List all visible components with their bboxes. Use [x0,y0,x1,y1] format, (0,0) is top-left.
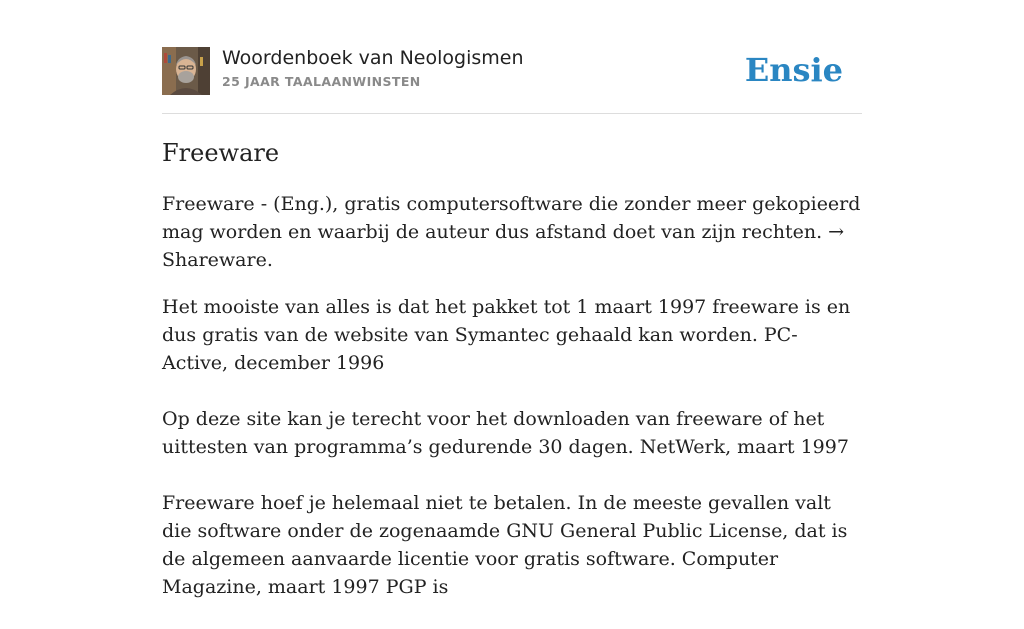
header-divider [162,113,862,114]
page [162,0,862,598]
entry-definition: Freeware - (Eng.), gratis computersoftware die zonder meer gekopieerd mag worden en waarbij de auteur dus afstand doet van zijn rechten. → Shareware. [162,193,861,271]
site-header [162,46,862,96]
site-title[interactable]: Woordenboek van Neologismen [222,47,524,69]
citation-2: Op deze site kan je terecht voor het downloaden van freeware of het uittesten van programma’s gedurende 30 dagen. NetWerk, maart 1997 [162,408,849,458]
entry-content [162,190,862,629]
author-portrait-icon[interactable] [162,47,210,95]
site-subtitle: 25 JAAR TAALAANWINSTEN [222,74,421,89]
entry-title: Freeware [162,139,280,167]
citation-3: Freeware hoef je helemaal niet te betalen. In de meeste gevallen valt die software onder de zogenaamde GNU General Public License, dat is de algemeen aanvaarde licentie voor gratis software. Computer Magazine, maart 1997 PGP is [162,492,848,598]
brand-logo[interactable]: Ensie [744,51,843,89]
citation-1: Het mooiste van alles is dat het pakket tot 1 maart 1997 freeware is en dus gratis van de website van Symantec gehaald kan worden. PC-Active, december 1996 [162,296,851,374]
